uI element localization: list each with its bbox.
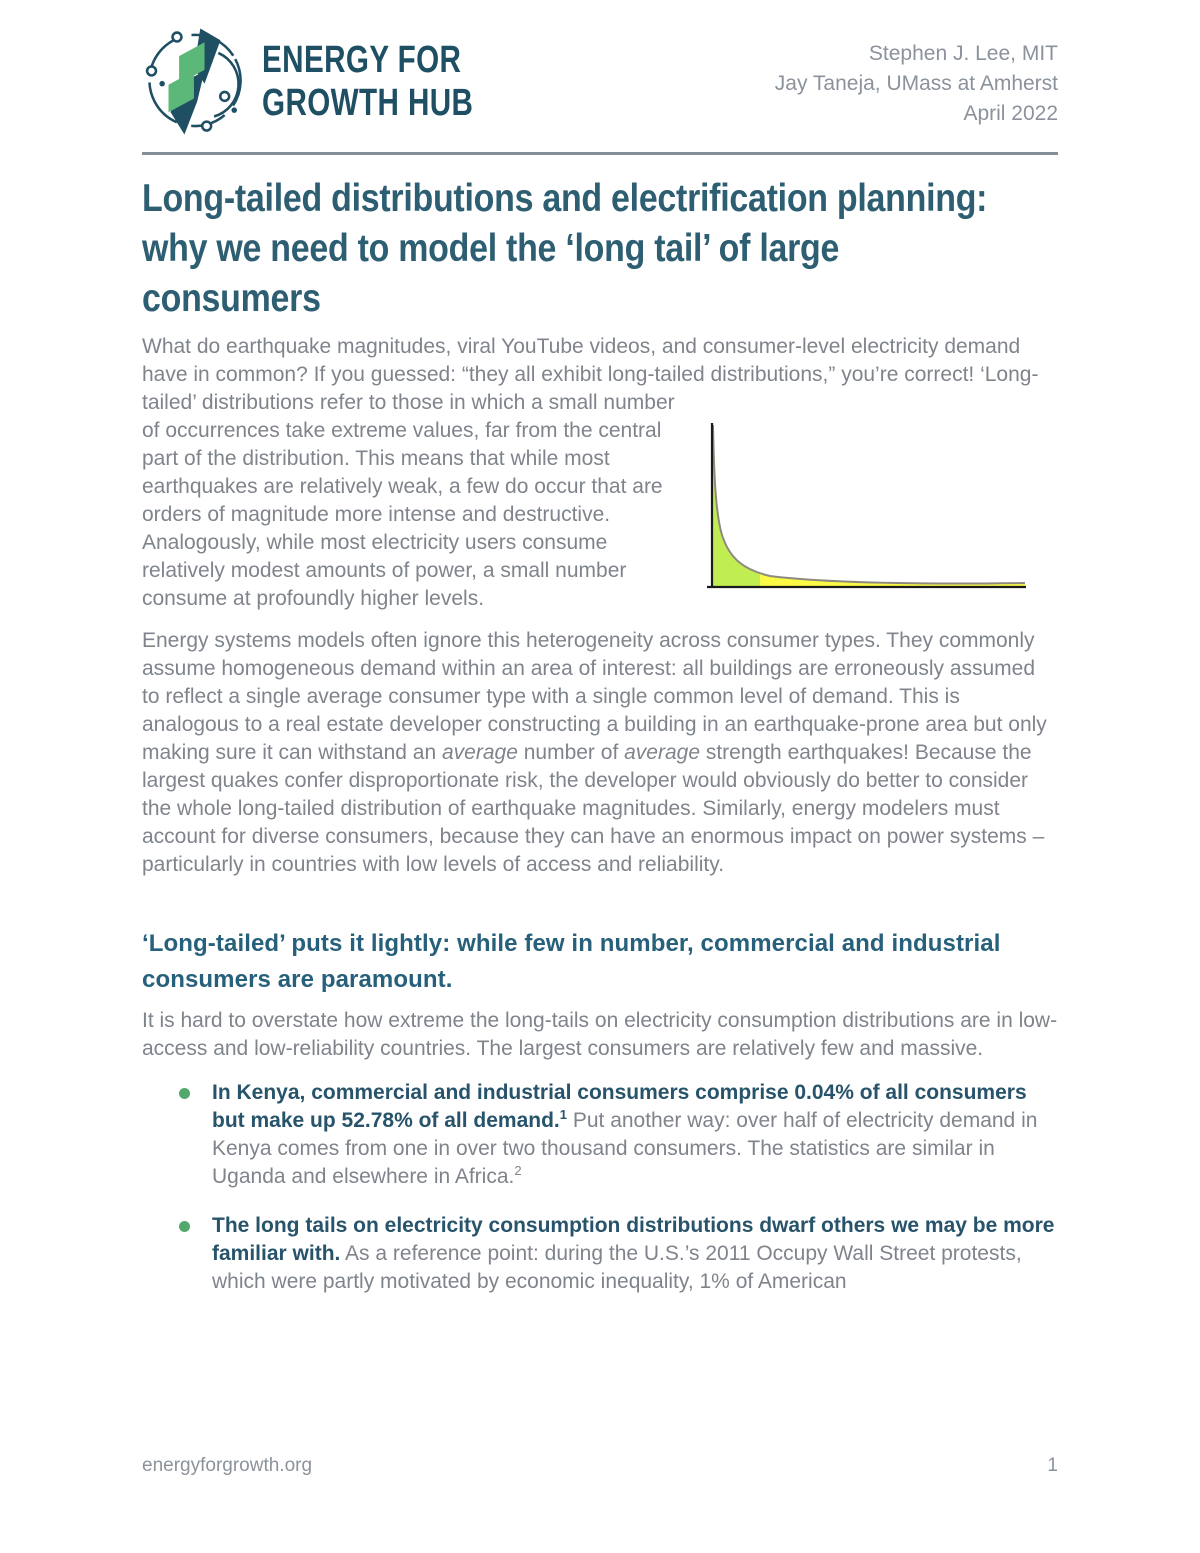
- footer-page-number: 1: [1047, 1455, 1058, 1476]
- bullet-dot-icon: [179, 1088, 190, 1099]
- energy-for-growth-hub-logo-icon: [142, 25, 248, 137]
- section-heading-line1: ‘Long-tailed’ puts it lightly: while few in number, commercial and industrial: [142, 930, 1001, 957]
- brand-wordmark-line1: ENERGY FOR: [262, 39, 462, 81]
- page-title-line3: consumers: [142, 277, 321, 320]
- bullet-long-tails-bold: The long tails on electricity consumption distributions dwarf others we may be more familiar with.: [212, 1214, 1055, 1265]
- section-heading: [142, 926, 1058, 998]
- page-title-line2: why we need to model the ‘long tail’ of large: [142, 227, 840, 270]
- footer-site: energyforgrowth.org: [142, 1455, 313, 1476]
- brand-wordmark-line2: GROWTH HUB: [262, 82, 474, 124]
- bullet-dot-icon: [179, 1221, 190, 1232]
- footnote-ref-2: 2: [514, 1163, 522, 1178]
- brand-block: [142, 25, 533, 137]
- author-1: Stephen J. Lee, MIT: [868, 42, 1058, 65]
- header-divider: [142, 152, 1058, 155]
- page-title: [142, 174, 1058, 324]
- paragraph-models-text-end: strength earthquakes! Because the largest quakes confer disproportionate risk, the developer would obviously do better to consider the whole long-tailed distribution of earthquake magnitudes. Similarly, energy modelers must account for diverse consumers, because they can have an enormous impact on power systems – particularly in countries with low levels of access and reliability.: [142, 741, 1045, 876]
- page-title-line1: Long-tailed distributions and electrification planning:: [142, 177, 988, 220]
- bullet-kenya: [212, 1079, 1058, 1191]
- page-footer: [142, 1455, 1058, 1477]
- paragraph-models-text-mid: number of: [517, 741, 625, 764]
- chart-curve: [713, 425, 1025, 584]
- bullet-kenya-bold: In Kenya, commercial and industrial consumers comprise 0.04% of all consumers but make up 52.78% of all demand.: [212, 1081, 1027, 1132]
- bullet-long-tails-text: As a reference point: during the U.S.’s 2011 Occupy Wall Street protests, which were partly motivated by economic inequality, 1% of American: [212, 1242, 1022, 1293]
- chart-area-tail: [713, 425, 1025, 586]
- paragraph-intro-part-b: ‘Long-tailed’ distributions refer to those in which a small number of occurrences take extreme values, far from the central part of the distribution. This means that while most earthquakes are relatively weak, a few do occur that are orders of magnitude more intense and destructive. Analogously, while most electricity users consume relatively modest amounts of power, a small number consume at profoundly higher levels.: [142, 363, 1039, 610]
- paragraph-intro-part-a: What do earthquake magnitudes, viral YouTube videos, and consumer-level electricity demand have in common? If you guessed: “they all exhibit long-tailed distributions,” you’re correct!: [142, 335, 1021, 386]
- footnote-ref-1: 1: [559, 1107, 567, 1122]
- author-block: [775, 25, 1058, 129]
- section-heading-line2: consumers are paramount.: [142, 966, 453, 993]
- paragraph-intro: [142, 333, 1058, 613]
- paragraph-models: [142, 627, 1058, 879]
- author-2: Jay Taneja, UMass at Amherst: [774, 72, 1058, 95]
- long-tail-distribution-chart: [700, 419, 1058, 595]
- page-header: [142, 25, 1058, 139]
- brand-wordmark: [262, 39, 473, 125]
- italic-average-2: average: [624, 741, 701, 764]
- publication-date: April 2022: [963, 102, 1058, 125]
- bullet-long-tails: [212, 1212, 1058, 1296]
- bullet-list: [142, 1079, 1058, 1296]
- italic-average-1: average: [442, 741, 518, 764]
- chart-area-head: [713, 425, 1025, 586]
- bullet-kenya-text: Put another way: over half of electricity demand in Kenya comes from one in over two thousand consumers. The statistics are similar in Uganda and elsewhere in Africa.: [212, 1109, 1038, 1188]
- paragraph-overstate: It is hard to overstate how extreme the long-tails on electricity consumption distributions are in low-access and low-reliability countries. The largest consumers are relatively few and massive.: [142, 1009, 1058, 1060]
- paragraph-models-text: Energy systems models often ignore this heterogeneity across consumer types. They commonly assume homogeneous demand within an area of interest: all buildings are erroneously assumed to reflect a single average consumer type with a single common level of demand. This is analogous to a real estate developer constructing a building in an earthquake-prone area but only making sure it can withstand an: [142, 629, 1047, 764]
